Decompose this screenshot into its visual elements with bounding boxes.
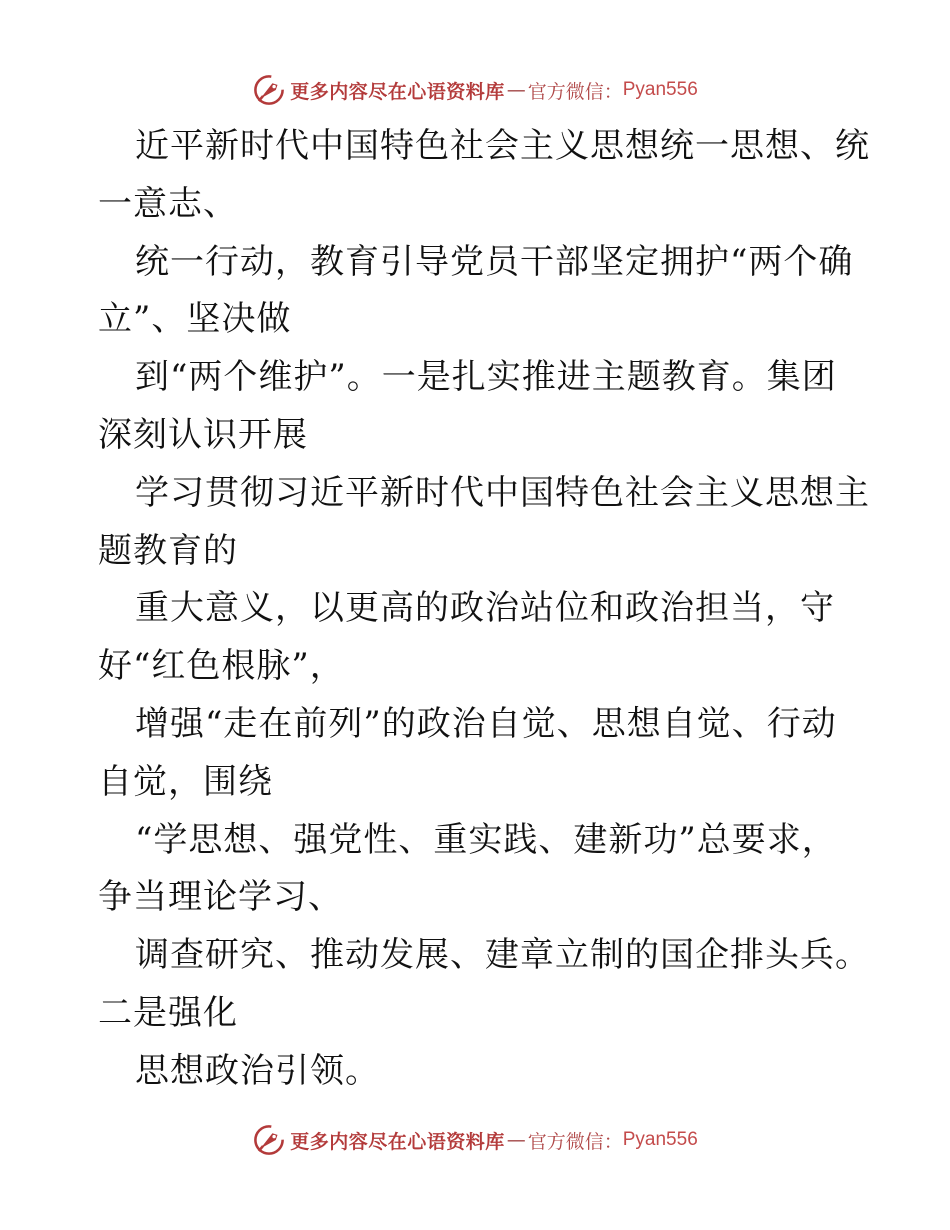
text-line: “学思想、强党性、重实践、建新功”总要求， bbox=[135, 819, 837, 860]
text-line: 学习贯彻习近平新时代中国特色社会主义思想主 bbox=[135, 472, 870, 513]
text-line: 增强“走在前列”的政治自觉、思想自觉、行动 bbox=[135, 703, 837, 744]
text-line: 好“红色根脉”， bbox=[98, 646, 345, 687]
wechat-id: Pyan556 bbox=[622, 1129, 698, 1150]
pen-nib-logo-icon bbox=[252, 73, 286, 107]
wechat-id: Pyan556 bbox=[622, 79, 698, 100]
site-name-text: 更多内容尽在心语资料库 bbox=[290, 80, 505, 103]
text-line: 立”、坚决做 bbox=[98, 299, 292, 340]
wechat-label: 官方微信： bbox=[527, 1130, 623, 1153]
document-body bbox=[98, 118, 870, 1101]
site-name-text: 更多内容尽在心语资料库 bbox=[290, 1130, 505, 1153]
text-line: 重大意义，以更高的政治站位和政治担当，守 bbox=[135, 588, 835, 629]
text-line: 自觉，围绕 bbox=[98, 761, 273, 802]
pen-nib-logo-icon bbox=[252, 1123, 286, 1157]
text-line: 思想政治引领。 bbox=[135, 1050, 380, 1091]
text-line: 争当理论学习、 bbox=[98, 877, 343, 918]
text-line: 近平新时代中国特色社会主义思想统一思想、统 bbox=[135, 126, 870, 166]
banner-separator: — bbox=[506, 1129, 526, 1151]
text-line: 一意志、 bbox=[98, 183, 238, 224]
text-line: 二是强化 bbox=[98, 992, 238, 1033]
footer-banner bbox=[0, 1120, 950, 1160]
banner-separator: — bbox=[506, 79, 526, 101]
header-banner bbox=[0, 70, 950, 110]
text-line: 深刻认识开展 bbox=[98, 414, 308, 455]
text-line: 题教育的 bbox=[98, 530, 238, 571]
text-line: 到“两个维护”。一是扎实推进主题教育。集团 bbox=[135, 357, 837, 398]
wechat-label: 官方微信： bbox=[527, 80, 623, 103]
text-line: 统一行动，教育引导党员干部坚定拥护“两个确 bbox=[135, 241, 854, 282]
text-line: 调查研究、推动发展、建章立制的国企排头兵。 bbox=[135, 935, 870, 976]
